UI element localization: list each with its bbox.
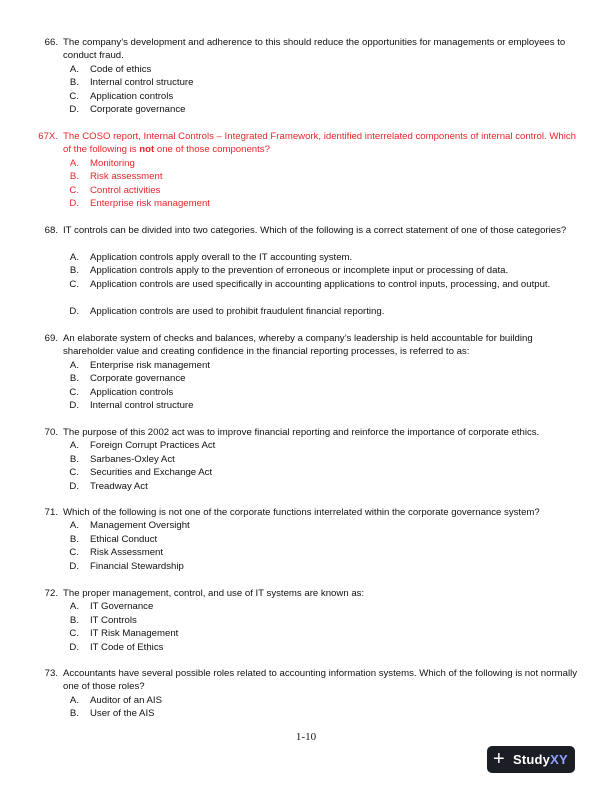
- option-list: [63, 600, 573, 654]
- question-number: 66.: [44, 37, 58, 48]
- option-text: Monitoring: [90, 158, 135, 169]
- option-letter: B.: [69, 265, 79, 277]
- option-item: [63, 627, 573, 640]
- option-item: [63, 519, 573, 532]
- option-text: Application controls apply to the prevention of erroneous or incomplete input or processing of data.: [90, 265, 509, 277]
- option-item: [63, 560, 573, 573]
- option-letter: B.: [69, 171, 79, 183]
- question-text: Accountants have several possible roles related to accounting information systems. Which of the following is not normally one of those roles?: [63, 668, 578, 693]
- option-text: Application controls apply overall to the IT accounting system.: [90, 252, 353, 263]
- option-item: [63, 251, 573, 264]
- emphasis-not: not: [139, 144, 155, 156]
- option-item: [63, 63, 573, 76]
- option-letter: C.: [69, 184, 79, 196]
- option-text: User of the AIS: [90, 708, 155, 720]
- option-text: Application controls are used specifically in accounting applications to control inputs, processing, and output.: [90, 278, 551, 290]
- option-text: Internal control structure: [90, 400, 194, 412]
- question-text-part: one of those components?: [154, 144, 270, 156]
- option-item: [63, 600, 573, 613]
- question-number: 71.: [44, 507, 58, 518]
- question-number: 67X.: [38, 131, 58, 142]
- question-text: [63, 130, 583, 157]
- logo-wordmark-part: Study: [513, 752, 551, 767]
- option-item: [63, 641, 573, 654]
- option-letter: A.: [69, 158, 79, 169]
- option-text: Internal control structure: [90, 77, 194, 89]
- option-letter: B.: [69, 533, 79, 545]
- question-text: The proper management, control, and use of IT systems are known as:: [63, 588, 365, 599]
- studyxy-logo[interactable]: [487, 746, 575, 773]
- option-text: Code of ethics: [90, 64, 152, 75]
- option-text: Enterprise risk management: [90, 360, 210, 371]
- option-letter: D.: [69, 480, 79, 492]
- option-text: Sarbanes-Oxley Act: [90, 453, 175, 465]
- option-letter: D.: [69, 400, 79, 412]
- option-text: IT Controls: [90, 614, 137, 626]
- option-item: [63, 386, 573, 399]
- option-item: [63, 90, 573, 103]
- option-text: IT Governance: [90, 601, 154, 613]
- option-letter: D.: [69, 641, 79, 653]
- option-letter: C.: [69, 547, 79, 559]
- option-item: [63, 372, 573, 385]
- option-item: [63, 157, 573, 170]
- option-letter: C.: [69, 628, 79, 640]
- option-text: Treadway Act: [90, 480, 148, 492]
- option-item: [63, 197, 573, 210]
- option-item: [63, 707, 573, 720]
- option-item: [63, 264, 573, 277]
- option-item: [63, 359, 573, 372]
- option-item: [63, 103, 573, 116]
- option-item: [63, 76, 573, 89]
- option-letter: D.: [69, 104, 79, 116]
- option-list: [63, 439, 573, 493]
- option-text: Foreign Corrupt Practices Act: [90, 440, 216, 452]
- option-item: [63, 614, 573, 627]
- option-text: Risk Assessment: [90, 547, 164, 559]
- question-text: The purpose of this 2002 act was to improve financial reporting and reinforce the importance of corporate ethics.: [63, 427, 540, 438]
- question-text-part: The COSO report, Internal Controls – Integrated Framework, identified interrelated components of internal control. Which of the following is: [63, 131, 576, 156]
- option-text: IT Risk Management: [90, 628, 179, 640]
- option-text: Application controls: [90, 90, 174, 102]
- option-letter: C.: [69, 386, 79, 398]
- option-item: [63, 439, 573, 452]
- option-text: Corporate governance: [90, 104, 186, 116]
- logo-wordmark: [513, 753, 568, 767]
- option-letter: B.: [69, 453, 79, 465]
- option-text: Corporate governance: [90, 373, 186, 385]
- option-text: Ethical Conduct: [90, 533, 158, 545]
- question-number: 72.: [44, 588, 58, 599]
- option-item: [63, 694, 573, 707]
- option-text: IT Code of Ethics: [90, 641, 164, 653]
- option-item: [63, 453, 573, 466]
- option-text: Management Oversight: [90, 520, 190, 532]
- question-text: The company’s development and adherence to this should reduce the opportunities for managements or employees to conduct fraud.: [63, 37, 566, 62]
- question-text: Which of the following is not one of the corporate functions interrelated within the corporate governance system?: [63, 507, 540, 518]
- option-letter: A.: [69, 360, 79, 371]
- option-letter: D.: [69, 305, 79, 317]
- option-letter: C.: [69, 278, 79, 290]
- logo-wordmark-accent: XY: [550, 752, 568, 767]
- option-text: Application controls are used to prohibit fraudulent financial reporting.: [90, 305, 385, 317]
- option-item: [63, 305, 573, 318]
- option-letter: B.: [69, 708, 79, 720]
- option-text: Risk assessment: [90, 171, 163, 183]
- question-text: An elaborate system of checks and balances, whereby a company’s leadership is held accountable for building shareholder value and creating confidence in the financial reporting processes, is referred to as:: [63, 333, 533, 358]
- option-list: [63, 694, 573, 721]
- option-text: Securities and Exchange Act: [90, 467, 213, 479]
- option-item: [63, 184, 573, 197]
- question-number: 73.: [44, 668, 58, 679]
- option-letter: C.: [69, 467, 79, 479]
- option-letter: D.: [69, 560, 79, 572]
- option-item: [63, 170, 573, 183]
- option-letter: A.: [69, 252, 79, 263]
- option-text: Application controls: [90, 386, 174, 398]
- option-list: [63, 63, 573, 117]
- option-item: [63, 546, 573, 559]
- question-number: 68.: [44, 225, 58, 236]
- question-number: 70.: [44, 427, 58, 438]
- option-item: [63, 480, 573, 493]
- option-text: Auditor of an AIS: [90, 695, 162, 706]
- option-item: [63, 278, 573, 305]
- option-item: [63, 533, 573, 546]
- option-list: [63, 519, 573, 573]
- option-text: Financial Stewardship: [90, 560, 184, 572]
- option-list: [63, 359, 573, 413]
- option-list: [63, 251, 573, 318]
- option-letter: A.: [69, 440, 79, 452]
- plus-icon: +: [493, 748, 505, 770]
- option-text: Enterprise risk management: [90, 198, 210, 210]
- option-letter: A.: [69, 520, 79, 532]
- question-number: 69.: [44, 333, 58, 344]
- option-letter: A.: [69, 601, 79, 613]
- option-letter: A.: [69, 695, 79, 706]
- option-letter: B.: [69, 77, 79, 89]
- option-item: [63, 466, 573, 479]
- page-number: 1-10: [295, 731, 317, 743]
- option-text: Control activities: [90, 184, 161, 196]
- option-letter: D.: [69, 198, 79, 210]
- question-text: IT controls can be divided into two categories. Which of the following is a correct statement of one of those categories?: [63, 225, 567, 236]
- option-letter: B.: [69, 373, 79, 385]
- option-list: [63, 157, 573, 211]
- option-item: [63, 399, 573, 412]
- option-letter: A.: [69, 64, 79, 75]
- option-letter: B.: [69, 614, 79, 626]
- option-letter: C.: [69, 90, 79, 102]
